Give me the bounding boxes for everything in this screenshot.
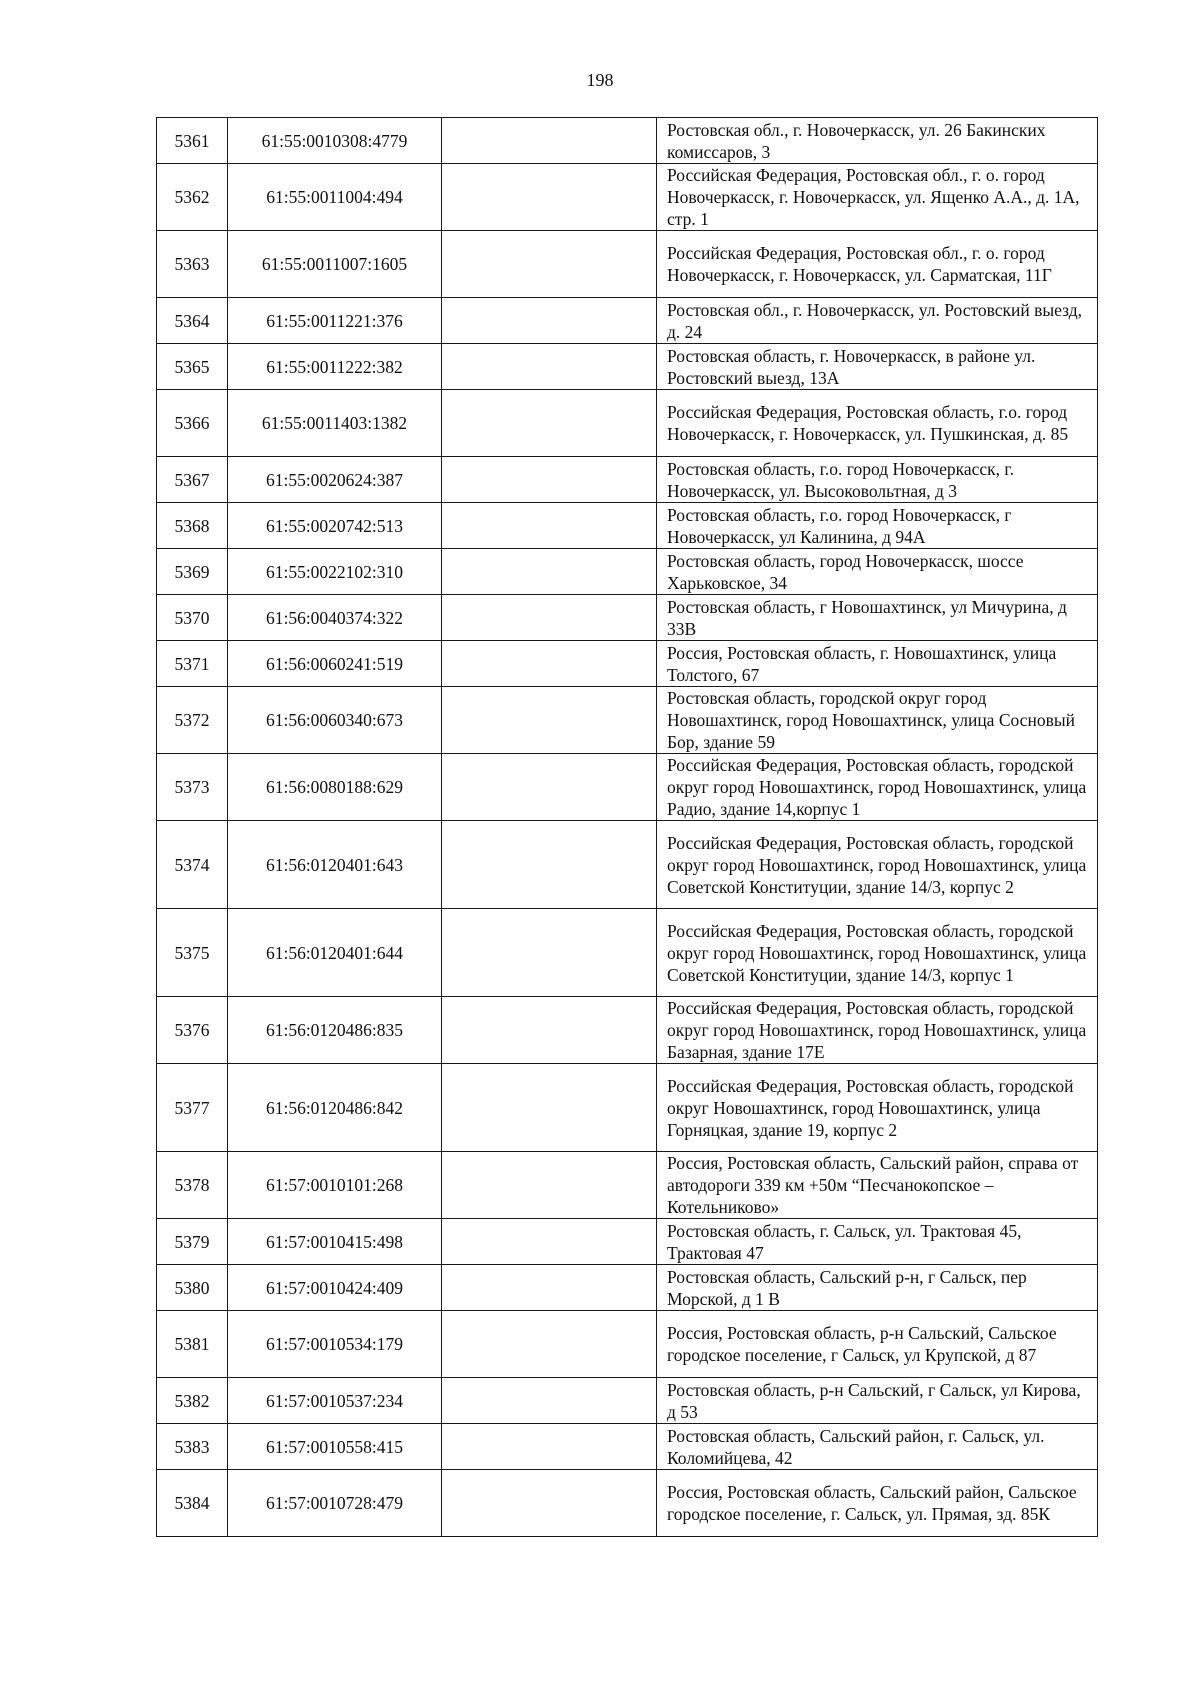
table-row xyxy=(157,1152,1098,1219)
empty-cell xyxy=(442,1064,657,1152)
table-row xyxy=(157,231,1098,298)
empty-cell xyxy=(442,231,657,298)
table-row xyxy=(157,821,1098,909)
address-cell: Ростовская обл., г. Новочеркасск, ул. Ростовский выезд, д. 24 xyxy=(657,298,1098,344)
address-cell: Ростовская область, г.о. город Новочеркасск, г Новочеркасск, ул Калинина, д 94А xyxy=(657,503,1098,549)
row-number-cell: 5366 xyxy=(157,390,228,457)
registry-table-body xyxy=(157,118,1098,1537)
address-cell: Ростовская область, город Новочеркасск, шоссе Харьковское, 34 xyxy=(657,549,1098,595)
row-number-cell: 5367 xyxy=(157,457,228,503)
empty-cell xyxy=(442,549,657,595)
row-number-cell: 5361 xyxy=(157,118,228,164)
property-registry-table xyxy=(156,117,1098,1537)
cadastral-number-cell: 61:55:0020624:387 xyxy=(228,457,442,503)
empty-cell xyxy=(442,1378,657,1424)
empty-cell xyxy=(442,503,657,549)
empty-cell xyxy=(442,1152,657,1219)
table-row xyxy=(157,1424,1098,1470)
address-cell: Российская Федерация, Ростовская область, городской округ город Новошахтинск, город Новошахтинск, улица Базарная, здание 17Е xyxy=(657,997,1098,1064)
row-number-cell: 5371 xyxy=(157,641,228,687)
address-cell: Ростовская область, г.о. город Новочеркасск, г. Новочеркасск, ул. Высоковольтная, д 3 xyxy=(657,457,1098,503)
row-number-cell: 5383 xyxy=(157,1424,228,1470)
address-cell: Ростовская область, Сальский р-н, г Сальск, пер Морской, д 1 В xyxy=(657,1265,1098,1311)
empty-cell xyxy=(442,457,657,503)
cadastral-number-cell: 61:56:0120401:643 xyxy=(228,821,442,909)
address-cell: Россия, Ростовская область, р-н Сальский, Сальское городское поселение, г Сальск, ул Крупской, д 87 xyxy=(657,1311,1098,1378)
address-cell: Ростовская область, р-н Сальский, г Сальск, ул Кирова, д 53 xyxy=(657,1378,1098,1424)
row-number-cell: 5381 xyxy=(157,1311,228,1378)
table-row xyxy=(157,298,1098,344)
table-row xyxy=(157,503,1098,549)
address-cell: Россия, Ростовская область, Сальский район, справа от автодороги 339 км +50м “Песчанокопское – Котельниково» xyxy=(657,1152,1098,1219)
cadastral-number-cell: 61:57:0010424:409 xyxy=(228,1265,442,1311)
row-number-cell: 5370 xyxy=(157,595,228,641)
cadastral-number-cell: 61:55:0022102:310 xyxy=(228,549,442,595)
empty-cell xyxy=(442,1424,657,1470)
empty-cell xyxy=(442,164,657,231)
table-row xyxy=(157,344,1098,390)
cadastral-number-cell: 61:57:0010537:234 xyxy=(228,1378,442,1424)
row-number-cell: 5375 xyxy=(157,909,228,997)
row-number-cell: 5382 xyxy=(157,1378,228,1424)
cadastral-number-cell: 61:57:0010101:268 xyxy=(228,1152,442,1219)
empty-cell xyxy=(442,595,657,641)
table-row xyxy=(157,1311,1098,1378)
cadastral-number-cell: 61:56:0080188:629 xyxy=(228,754,442,821)
empty-cell xyxy=(442,754,657,821)
address-cell: Ростовская область, г. Сальск, ул. Трактовая 45, Трактовая 47 xyxy=(657,1219,1098,1265)
row-number-cell: 5368 xyxy=(157,503,228,549)
cadastral-number-cell: 61:55:0011004:494 xyxy=(228,164,442,231)
address-cell: Ростовская область, г. Новочеркасск, в районе ул. Ростовский выезд, 13А xyxy=(657,344,1098,390)
table-row xyxy=(157,641,1098,687)
page-number: 198 xyxy=(586,70,614,90)
table-row xyxy=(157,549,1098,595)
empty-cell xyxy=(442,118,657,164)
cadastral-number-cell: 61:55:0011222:382 xyxy=(228,344,442,390)
empty-cell xyxy=(442,344,657,390)
address-cell: Российская Федерация, Ростовская обл., г. о. город Новочеркасск, г. Новочеркасск, ул. Сарматская, 11Г xyxy=(657,231,1098,298)
row-number-cell: 5376 xyxy=(157,997,228,1064)
table-row xyxy=(157,164,1098,231)
empty-cell xyxy=(442,997,657,1064)
cadastral-number-cell: 61:55:0011007:1605 xyxy=(228,231,442,298)
cadastral-number-cell: 61:56:0060241:519 xyxy=(228,641,442,687)
address-cell: Ростовская область, Сальский район, г. Сальск, ул. Коломийцева, 42 xyxy=(657,1424,1098,1470)
row-number-cell: 5362 xyxy=(157,164,228,231)
empty-cell xyxy=(442,1311,657,1378)
cadastral-number-cell: 61:56:0120401:644 xyxy=(228,909,442,997)
address-cell: Российская Федерация, Ростовская область, городской округ город Новошахтинск, город Новошахтинск, улица Советской Конституции, здание 14/3, корпус 2 xyxy=(657,821,1098,909)
address-cell: Россия, Ростовская область, г. Новошахтинск, улица Толстого, 67 xyxy=(657,641,1098,687)
cadastral-number-cell: 61:57:0010415:498 xyxy=(228,1219,442,1265)
table-row xyxy=(157,390,1098,457)
table-row xyxy=(157,1470,1098,1537)
cadastral-number-cell: 61:55:0011221:376 xyxy=(228,298,442,344)
row-number-cell: 5380 xyxy=(157,1265,228,1311)
cadastral-number-cell: 61:57:0010558:415 xyxy=(228,1424,442,1470)
empty-cell xyxy=(442,821,657,909)
empty-cell xyxy=(442,641,657,687)
empty-cell xyxy=(442,909,657,997)
row-number-cell: 5379 xyxy=(157,1219,228,1265)
cadastral-number-cell: 61:57:0010534:179 xyxy=(228,1311,442,1378)
empty-cell xyxy=(442,298,657,344)
cadastral-number-cell: 61:56:0040374:322 xyxy=(228,595,442,641)
table-row xyxy=(157,457,1098,503)
table-row xyxy=(157,997,1098,1064)
cadastral-number-cell: 61:57:0010728:479 xyxy=(228,1470,442,1537)
table-row xyxy=(157,754,1098,821)
table-row xyxy=(157,909,1098,997)
address-cell: Ростовская область, г Новошахтинск, ул Мичурина, д 33В xyxy=(657,595,1098,641)
cadastral-number-cell: 61:55:0020742:513 xyxy=(228,503,442,549)
address-cell: Россия, Ростовская область, Сальский район, Сальское городское поселение, г. Сальск, ул. Прямая, зд. 85К xyxy=(657,1470,1098,1537)
empty-cell xyxy=(442,687,657,754)
cadastral-number-cell: 61:55:0011403:1382 xyxy=(228,390,442,457)
table-row xyxy=(157,687,1098,754)
address-cell: Российская Федерация, Ростовская область, г.о. город Новочеркасск, г. Новочеркасск, ул. Пушкинская, д. 85 xyxy=(657,390,1098,457)
row-number-cell: 5384 xyxy=(157,1470,228,1537)
row-number-cell: 5365 xyxy=(157,344,228,390)
cadastral-number-cell: 61:56:0060340:673 xyxy=(228,687,442,754)
cadastral-number-cell: 61:55:0010308:4779 xyxy=(228,118,442,164)
address-cell: Ростовская область, городской округ город Новошахтинск, город Новошахтинск, улица Сосновый Бор, здание 59 xyxy=(657,687,1098,754)
row-number-cell: 5374 xyxy=(157,821,228,909)
address-cell: Ростовская обл., г. Новочеркасск, ул. 26 Бакинских комиссаров, 3 xyxy=(657,118,1098,164)
row-number-cell: 5369 xyxy=(157,549,228,595)
row-number-cell: 5377 xyxy=(157,1064,228,1152)
empty-cell xyxy=(442,1470,657,1537)
table-row xyxy=(157,118,1098,164)
address-cell: Российская Федерация, Ростовская область, городской округ Новошахтинск, город Новошахтинск, улица Горняцкая, здание 19, корпус 2 xyxy=(657,1064,1098,1152)
cadastral-number-cell: 61:56:0120486:835 xyxy=(228,997,442,1064)
address-cell: Российская Федерация, Ростовская область, городской округ город Новошахтинск, город Новошахтинск, улица Радио, здание 14,корпус 1 xyxy=(657,754,1098,821)
table-row xyxy=(157,1378,1098,1424)
row-number-cell: 5373 xyxy=(157,754,228,821)
address-cell: Российская Федерация, Ростовская область, городской округ город Новошахтинск, город Новошахтинск, улица Советской Конституции, здание 14/3, корпус 1 xyxy=(657,909,1098,997)
empty-cell xyxy=(442,1219,657,1265)
row-number-cell: 5378 xyxy=(157,1152,228,1219)
row-number-cell: 5364 xyxy=(157,298,228,344)
row-number-cell: 5363 xyxy=(157,231,228,298)
cadastral-number-cell: 61:56:0120486:842 xyxy=(228,1064,442,1152)
table-row xyxy=(157,1265,1098,1311)
empty-cell xyxy=(442,390,657,457)
table-row xyxy=(157,1064,1098,1152)
row-number-cell: 5372 xyxy=(157,687,228,754)
address-cell: Российская Федерация, Ростовская обл., г. о. город Новочеркасск, г. Новочеркасск, ул. Ященко А.А., д. 1А, стр. 1 xyxy=(657,164,1098,231)
table-row xyxy=(157,595,1098,641)
empty-cell xyxy=(442,1265,657,1311)
table-row xyxy=(157,1219,1098,1265)
